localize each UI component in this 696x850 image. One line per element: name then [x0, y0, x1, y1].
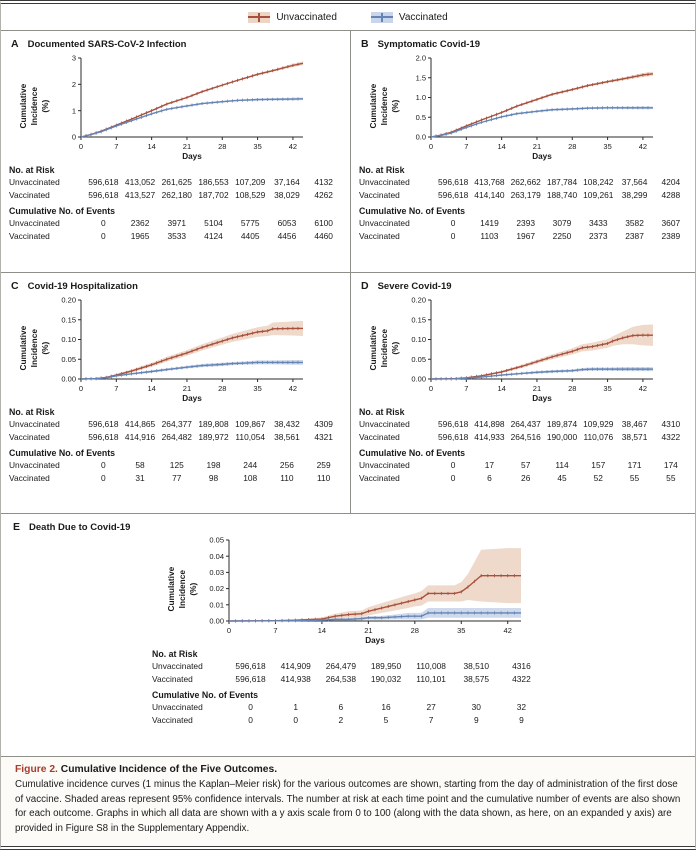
events-header: Cumulative No. of Events — [9, 448, 116, 459]
svg-text:0: 0 — [428, 384, 434, 393]
svg-text:7: 7 — [464, 142, 469, 151]
table-cell: 414,938 — [280, 674, 311, 685]
y-axis-label: Cumulative Incidence (%) — [17, 83, 50, 129]
panel-a-chart — [49, 51, 311, 161]
table-cell: 0 — [450, 473, 456, 484]
table-cell: 4309 — [314, 419, 333, 429]
table-row: Vaccinated 0 0 2 5 7 9 9 — [152, 714, 544, 727]
svg-text:21: 21 — [532, 384, 542, 393]
table-cell: 55 — [666, 473, 676, 484]
table-cell: 264,377 — [161, 419, 192, 429]
table-row: Vaccinated 0 31 77 98 108 110 110 — [9, 472, 342, 485]
table-cell: 0 — [101, 460, 106, 471]
table-cell: 0 — [293, 715, 299, 726]
legend-item-unvaccinated — [248, 12, 337, 23]
table-cell: 187,784 — [546, 177, 578, 187]
svg-text:14: 14 — [147, 142, 156, 151]
svg-text:35: 35 — [457, 626, 466, 635]
table-cell: 6100 — [314, 218, 333, 229]
table-cell: 261,625 — [161, 177, 192, 187]
panel-letter: A — [11, 38, 19, 50]
svg-text:0: 0 — [71, 132, 76, 142]
table-cell: 108,529 — [235, 190, 266, 201]
caption-body: Cumulative incidence curves (1 minus the Kaplan–Meier risk) for the various outcomes are shown, starting from the day of administration of the first dose of vaccine. Shaded areas represent 95% confidence intervals. The number at risk at each time point and the cumulative number of events are also shown for each outcome. Graphs in which all data are shown with a y axis scale from 0 to 100 (along with the data shown, as here, on an expanded y axis) are provided in Figure S8 in the Supplementary Appendix. — [15, 779, 681, 835]
table-cell: 188,740 — [546, 190, 578, 201]
svg-text:14: 14 — [147, 384, 156, 393]
table-cell: 2373 — [588, 231, 608, 242]
table-cell: 262,180 — [161, 190, 192, 201]
table-cell: 413,527 — [124, 190, 156, 201]
panel-b-chart — [399, 51, 661, 161]
table-row: Unvaccinated 0 17 57 114 157 171 174 — [359, 459, 689, 472]
svg-text:0: 0 — [78, 142, 84, 151]
table-cell: 38,510 — [463, 661, 490, 671]
svg-text:42: 42 — [638, 142, 648, 151]
table-cell: 31 — [135, 473, 145, 484]
svg-text:Days: Days — [532, 394, 552, 403]
events-header: Cumulative No. of Events — [359, 448, 466, 459]
table-cell: 3971 — [167, 218, 187, 229]
table-cell: 38,299 — [621, 190, 648, 201]
panel-a-tables — [9, 165, 342, 243]
svg-text:0.20: 0.20 — [411, 295, 426, 305]
table-cell: 110,054 — [235, 432, 266, 443]
table-row: Vaccinated 0 6 26 45 52 55 55 — [359, 472, 689, 485]
svg-text:35: 35 — [603, 142, 612, 151]
svg-text:0: 0 — [428, 142, 434, 151]
svg-text:0.05: 0.05 — [209, 535, 224, 545]
svg-text:35: 35 — [253, 142, 262, 151]
panel-d — [350, 272, 696, 513]
legend-label: Vaccinated — [398, 11, 448, 23]
vaccinated-line-marker-icon — [371, 12, 393, 23]
table-cell: 4310 — [661, 419, 681, 429]
svg-text:2.0: 2.0 — [415, 53, 426, 63]
table-cell: 596,618 — [438, 190, 469, 201]
table-cell: 1419 — [480, 218, 499, 229]
table-cell: 264,482 — [161, 432, 192, 443]
svg-text:7: 7 — [114, 384, 119, 393]
table-cell: 2393 — [516, 218, 536, 229]
table-cell: 413,052 — [124, 177, 156, 187]
svg-text:3: 3 — [71, 53, 76, 63]
table-cell: 263,179 — [510, 190, 541, 201]
table-cell: 9 — [473, 715, 479, 726]
table-cell: 4322 — [661, 432, 681, 443]
panel-c-tables — [9, 407, 342, 485]
table-cell: 0 — [450, 218, 456, 229]
caption-title: Cumulative Incidence of the Five Outcomes. — [60, 764, 278, 775]
table-cell: 414,898 — [474, 419, 505, 429]
panel-letter: D — [361, 280, 369, 292]
table-cell: 0 — [101, 218, 106, 229]
table-cell: 0 — [450, 460, 456, 471]
svg-text:42: 42 — [503, 626, 512, 635]
table-cell: 4262 — [314, 190, 333, 201]
at-risk-header: No. at Risk — [9, 165, 55, 175]
svg-text:14: 14 — [317, 626, 327, 635]
svg-text:28: 28 — [568, 384, 577, 393]
svg-text:0.0: 0.0 — [415, 132, 426, 142]
svg-text:7: 7 — [273, 626, 278, 635]
table-cell: 32 — [516, 702, 527, 713]
table-cell: 596,618 — [88, 419, 119, 429]
table-cell: 37,164 — [274, 177, 300, 187]
panel-a-title — [11, 38, 342, 50]
svg-text:0.01: 0.01 — [209, 600, 224, 610]
table-cell: 4456 — [277, 231, 297, 242]
y-axis-label: Cumulative Incidence (%) — [367, 83, 400, 129]
table-cell: 4322 — [512, 674, 531, 685]
table-cell: 110 — [280, 473, 294, 484]
table-cell: 2 — [338, 715, 344, 726]
table-cell: 98 — [208, 473, 219, 484]
table-row: Unvaccinated 596,618 413,052 261,625 186,553 107,209 37,164 4132 — [9, 176, 342, 189]
panel-c — [1, 272, 350, 513]
svg-text:1.5: 1.5 — [415, 73, 426, 83]
table-cell: 109,867 — [235, 419, 266, 429]
svg-text:14: 14 — [497, 142, 506, 151]
svg-text:28: 28 — [218, 384, 227, 393]
table-row: Unvaccinated 596,618 414,909 264,479 189,950 110,008 38,510 4316 — [152, 660, 544, 673]
table-cell: 189,950 — [370, 661, 402, 671]
svg-text:14: 14 — [497, 384, 506, 393]
svg-text:42: 42 — [288, 142, 298, 151]
table-cell: 1967 — [516, 231, 536, 242]
table-cell: 186,553 — [198, 177, 229, 187]
table-cell: 414,916 — [124, 432, 156, 443]
table-cell: 2389 — [661, 231, 681, 242]
svg-text:1.0: 1.0 — [415, 93, 426, 103]
panel-title-text: Covid-19 Hospitalization — [27, 281, 138, 292]
table-cell: 0 — [101, 473, 106, 484]
at-risk-header: No. at Risk — [359, 165, 405, 175]
table-row: Vaccinated 596,618 413,527 262,180 187,702 108,529 38,029 4262 — [9, 189, 342, 202]
table-cell: 26 — [521, 473, 531, 484]
svg-text:21: 21 — [364, 626, 373, 635]
table-cell: 264,538 — [325, 674, 356, 685]
table-cell: 110,008 — [416, 661, 446, 671]
table-cell: 16 — [381, 702, 391, 713]
svg-text:0.05: 0.05 — [411, 354, 426, 364]
table-row: Vaccinated 0 1103 1967 2250 2373 2387 2389 — [359, 230, 689, 243]
table-cell: 596,618 — [438, 419, 469, 429]
table-cell: 3533 — [167, 231, 187, 242]
table-cell: 52 — [593, 473, 603, 484]
svg-text:0.15: 0.15 — [411, 315, 426, 325]
svg-text:35: 35 — [253, 384, 262, 393]
table-cell: 3607 — [661, 218, 681, 229]
table-cell: 596,618 — [438, 432, 469, 443]
svg-text:28: 28 — [568, 142, 577, 151]
events-header: Cumulative No. of Events — [152, 690, 259, 701]
table-cell: 55 — [629, 473, 640, 484]
table-cell: 4460 — [314, 231, 333, 242]
unvaccinated-line-marker-icon — [248, 12, 270, 23]
svg-text:7: 7 — [464, 384, 469, 393]
table-cell: 108 — [243, 473, 258, 484]
table-cell: 57 — [521, 460, 531, 471]
table-cell: 0 — [101, 231, 106, 242]
table-cell: 187,702 — [198, 190, 229, 201]
table-cell: 189,808 — [198, 419, 229, 429]
svg-text:28: 28 — [218, 142, 227, 151]
legend-label: Unvaccinated — [276, 11, 337, 23]
table-cell: 125 — [169, 460, 184, 471]
table-cell: 4321 — [314, 432, 333, 443]
svg-text:42: 42 — [288, 384, 298, 393]
svg-text:35: 35 — [603, 384, 612, 393]
svg-text:0.5: 0.5 — [415, 112, 426, 122]
panel-title-text: Documented SARS-CoV-2 Infection — [27, 39, 187, 50]
svg-text:0.05: 0.05 — [61, 354, 76, 364]
svg-text:0: 0 — [78, 384, 84, 393]
table-cell: 190,000 — [546, 432, 578, 443]
panel-title-text: Symptomatic Covid-19 — [377, 39, 481, 50]
table-cell: 38,029 — [274, 190, 300, 201]
table-cell: 108,242 — [583, 177, 614, 187]
table-cell: 38,432 — [274, 419, 300, 429]
table-cell: 110,076 — [583, 432, 614, 443]
table-cell: 109,261 — [583, 190, 614, 201]
table-cell: 5 — [383, 715, 389, 726]
svg-text:21: 21 — [182, 142, 192, 151]
table-cell: 3433 — [588, 218, 608, 229]
svg-text:0: 0 — [226, 626, 232, 635]
table-cell: 596,618 — [438, 177, 469, 187]
table-cell: 189,874 — [546, 419, 578, 429]
panel-e-chart — [197, 533, 529, 645]
events-header: Cumulative No. of Events — [9, 206, 116, 217]
panel-b — [350, 31, 696, 272]
table-cell: 0 — [248, 715, 253, 726]
table-cell: 414,140 — [474, 190, 505, 201]
table-row: Unvaccinated 0 1419 2393 3079 3433 3582 3607 — [359, 217, 689, 230]
table-cell: 1965 — [130, 231, 150, 242]
table-cell: 1 — [293, 702, 299, 713]
table-cell: 5775 — [240, 218, 260, 229]
panel-c-title — [11, 280, 342, 292]
table-cell: 45 — [557, 473, 567, 484]
svg-text:2: 2 — [71, 79, 76, 89]
table-cell: 0 — [248, 702, 253, 713]
svg-text:21: 21 — [182, 384, 192, 393]
table-cell: 256 — [279, 460, 294, 471]
table-row: Vaccinated 596,618 414,140 263,179 188,740 109,261 38,299 4288 — [359, 189, 689, 202]
table-cell: 37,564 — [621, 177, 648, 187]
table-cell: 30 — [471, 702, 481, 713]
table-cell: 596,618 — [235, 674, 266, 685]
at-risk-header: No. at Risk — [9, 407, 55, 417]
table-row: Unvaccinated 596,618 414,865 264,377 189,808 109,867 38,432 4309 — [9, 418, 342, 431]
panel-d-title — [361, 280, 689, 292]
svg-text:21: 21 — [532, 142, 542, 151]
panel-title-text: Severe Covid-19 — [377, 281, 452, 292]
table-cell: 4316 — [512, 661, 531, 671]
table-cell: 262,662 — [510, 177, 541, 187]
panel-e-title — [13, 521, 685, 533]
table-cell: 264,437 — [510, 419, 541, 429]
svg-text:0.20: 0.20 — [61, 295, 76, 305]
table-cell: 244 — [243, 460, 258, 471]
at-risk-header: No. at Risk — [152, 649, 198, 659]
table-cell: 414,933 — [474, 432, 505, 443]
table-row: Unvaccinated 0 58 125 198 244 256 259 — [9, 459, 342, 472]
table-cell: 189,972 — [198, 432, 229, 443]
table-cell: 38,561 — [274, 432, 300, 443]
svg-text:1: 1 — [71, 106, 76, 116]
table-cell: 4132 — [314, 177, 333, 187]
svg-text:0.00: 0.00 — [411, 374, 426, 384]
table-cell: 596,618 — [235, 661, 266, 671]
panel-c-chart — [49, 293, 311, 403]
table-cell: 6 — [487, 473, 492, 484]
table-cell: 2250 — [552, 231, 572, 242]
svg-text:0.02: 0.02 — [209, 584, 224, 594]
table-cell: 3079 — [552, 218, 572, 229]
table-cell: 4124 — [204, 231, 223, 242]
svg-text:0.10: 0.10 — [411, 335, 426, 345]
table-row: Unvaccinated 0 1 6 16 27 30 32 — [152, 701, 544, 714]
table-cell: 4405 — [240, 231, 260, 242]
table-cell: 38,571 — [621, 432, 648, 443]
chart-legend — [1, 4, 695, 31]
table-cell: 174 — [663, 460, 678, 471]
table-cell: 264,479 — [325, 661, 356, 671]
panel-d-tables — [359, 407, 689, 485]
table-cell: 9 — [519, 715, 524, 726]
table-cell: 157 — [591, 460, 606, 471]
table-cell: 596,618 — [88, 177, 119, 187]
table-row: Vaccinated 0 1965 3533 4124 4405 4456 4460 — [9, 230, 342, 243]
svg-text:Days: Days — [532, 152, 552, 161]
table-cell: 110,101 — [416, 674, 446, 685]
table-cell: 413,768 — [474, 177, 505, 187]
figure-caption — [1, 756, 695, 846]
table-cell: 110 — [316, 473, 331, 484]
panel-b-tables — [359, 165, 689, 243]
table-cell: 4288 — [661, 190, 681, 201]
table-cell: 38,467 — [621, 419, 648, 429]
panel-a — [1, 31, 350, 272]
table-cell: 107,209 — [235, 177, 266, 187]
table-cell: 1103 — [480, 231, 499, 242]
table-cell: 414,909 — [280, 661, 311, 671]
table-row: Vaccinated 596,618 414,933 264,516 190,000 110,076 38,571 4322 — [359, 431, 689, 444]
table-cell: 2387 — [625, 231, 644, 242]
svg-text:0.00: 0.00 — [61, 374, 76, 384]
table-cell: 596,618 — [88, 190, 119, 201]
panel-d-chart — [399, 293, 661, 403]
table-cell: 58 — [135, 460, 145, 471]
panel-e-tables — [152, 649, 544, 727]
svg-text:0.15: 0.15 — [61, 315, 76, 325]
panel-letter: C — [11, 280, 19, 292]
svg-text:Days: Days — [182, 152, 202, 161]
table-row: Unvaccinated 596,618 413,768 262,662 187,784 108,242 37,564 4204 — [359, 176, 689, 189]
svg-text:28: 28 — [410, 626, 419, 635]
table-cell: 2362 — [130, 218, 150, 229]
panel-letter: E — [13, 521, 21, 533]
svg-text:7: 7 — [114, 142, 119, 151]
panel-letter: B — [361, 38, 369, 50]
table-cell: 4204 — [661, 177, 681, 187]
table-cell: 264,516 — [510, 432, 541, 443]
svg-text:Days: Days — [365, 636, 385, 645]
panel-e — [1, 513, 695, 756]
panel-b-title — [361, 38, 689, 50]
events-header: Cumulative No. of Events — [359, 206, 466, 217]
svg-text:42: 42 — [638, 384, 648, 393]
figure-number-label: Figure 2. — [15, 764, 58, 775]
y-axis-label: Cumulative Incidence (%) — [165, 566, 198, 612]
table-row: Vaccinated 596,618 414,938 264,538 190,032 110,101 38,575 4322 — [152, 673, 544, 686]
table-cell: 17 — [484, 460, 495, 471]
table-cell: 77 — [172, 473, 182, 484]
table-cell: 171 — [627, 460, 642, 471]
table-cell: 190,032 — [370, 674, 402, 685]
table-cell: 259 — [316, 460, 331, 471]
table-cell: 414,865 — [124, 419, 156, 429]
table-cell: 109,929 — [583, 419, 614, 429]
at-risk-header: No. at Risk — [359, 407, 405, 417]
table-cell: 6 — [338, 702, 344, 713]
table-cell: 3582 — [625, 218, 644, 229]
table-cell: 7 — [428, 715, 434, 726]
svg-text:0.03: 0.03 — [209, 568, 224, 577]
table-row: Vaccinated 596,618 414,916 264,482 189,972 110,054 38,561 4321 — [9, 431, 342, 444]
table-cell: 27 — [426, 702, 436, 713]
svg-text:Days: Days — [182, 394, 202, 403]
table-row: Unvaccinated 0 2362 3971 5104 5775 6053 6100 — [9, 217, 342, 230]
y-axis-label: Cumulative Incidence (%) — [17, 325, 50, 371]
svg-text:0.10: 0.10 — [61, 335, 76, 345]
table-cell: 198 — [206, 460, 221, 471]
table-cell: 6053 — [277, 218, 297, 229]
y-axis-label: Cumulative Incidence (%) — [367, 325, 400, 371]
svg-text:0.00: 0.00 — [209, 616, 224, 626]
table-cell: 5104 — [204, 218, 223, 229]
table-cell: 114 — [555, 460, 569, 471]
table-cell: 0 — [450, 231, 456, 242]
table-cell: 38,575 — [463, 674, 490, 685]
table-row: Unvaccinated 596,618 414,898 264,437 189,874 109,929 38,467 4310 — [359, 418, 689, 431]
legend-item-vaccinated — [371, 12, 448, 23]
svg-text:0.04: 0.04 — [209, 551, 224, 561]
panel-title-text: Death Due to Covid-19 — [29, 522, 131, 533]
table-cell: 596,618 — [88, 432, 119, 443]
